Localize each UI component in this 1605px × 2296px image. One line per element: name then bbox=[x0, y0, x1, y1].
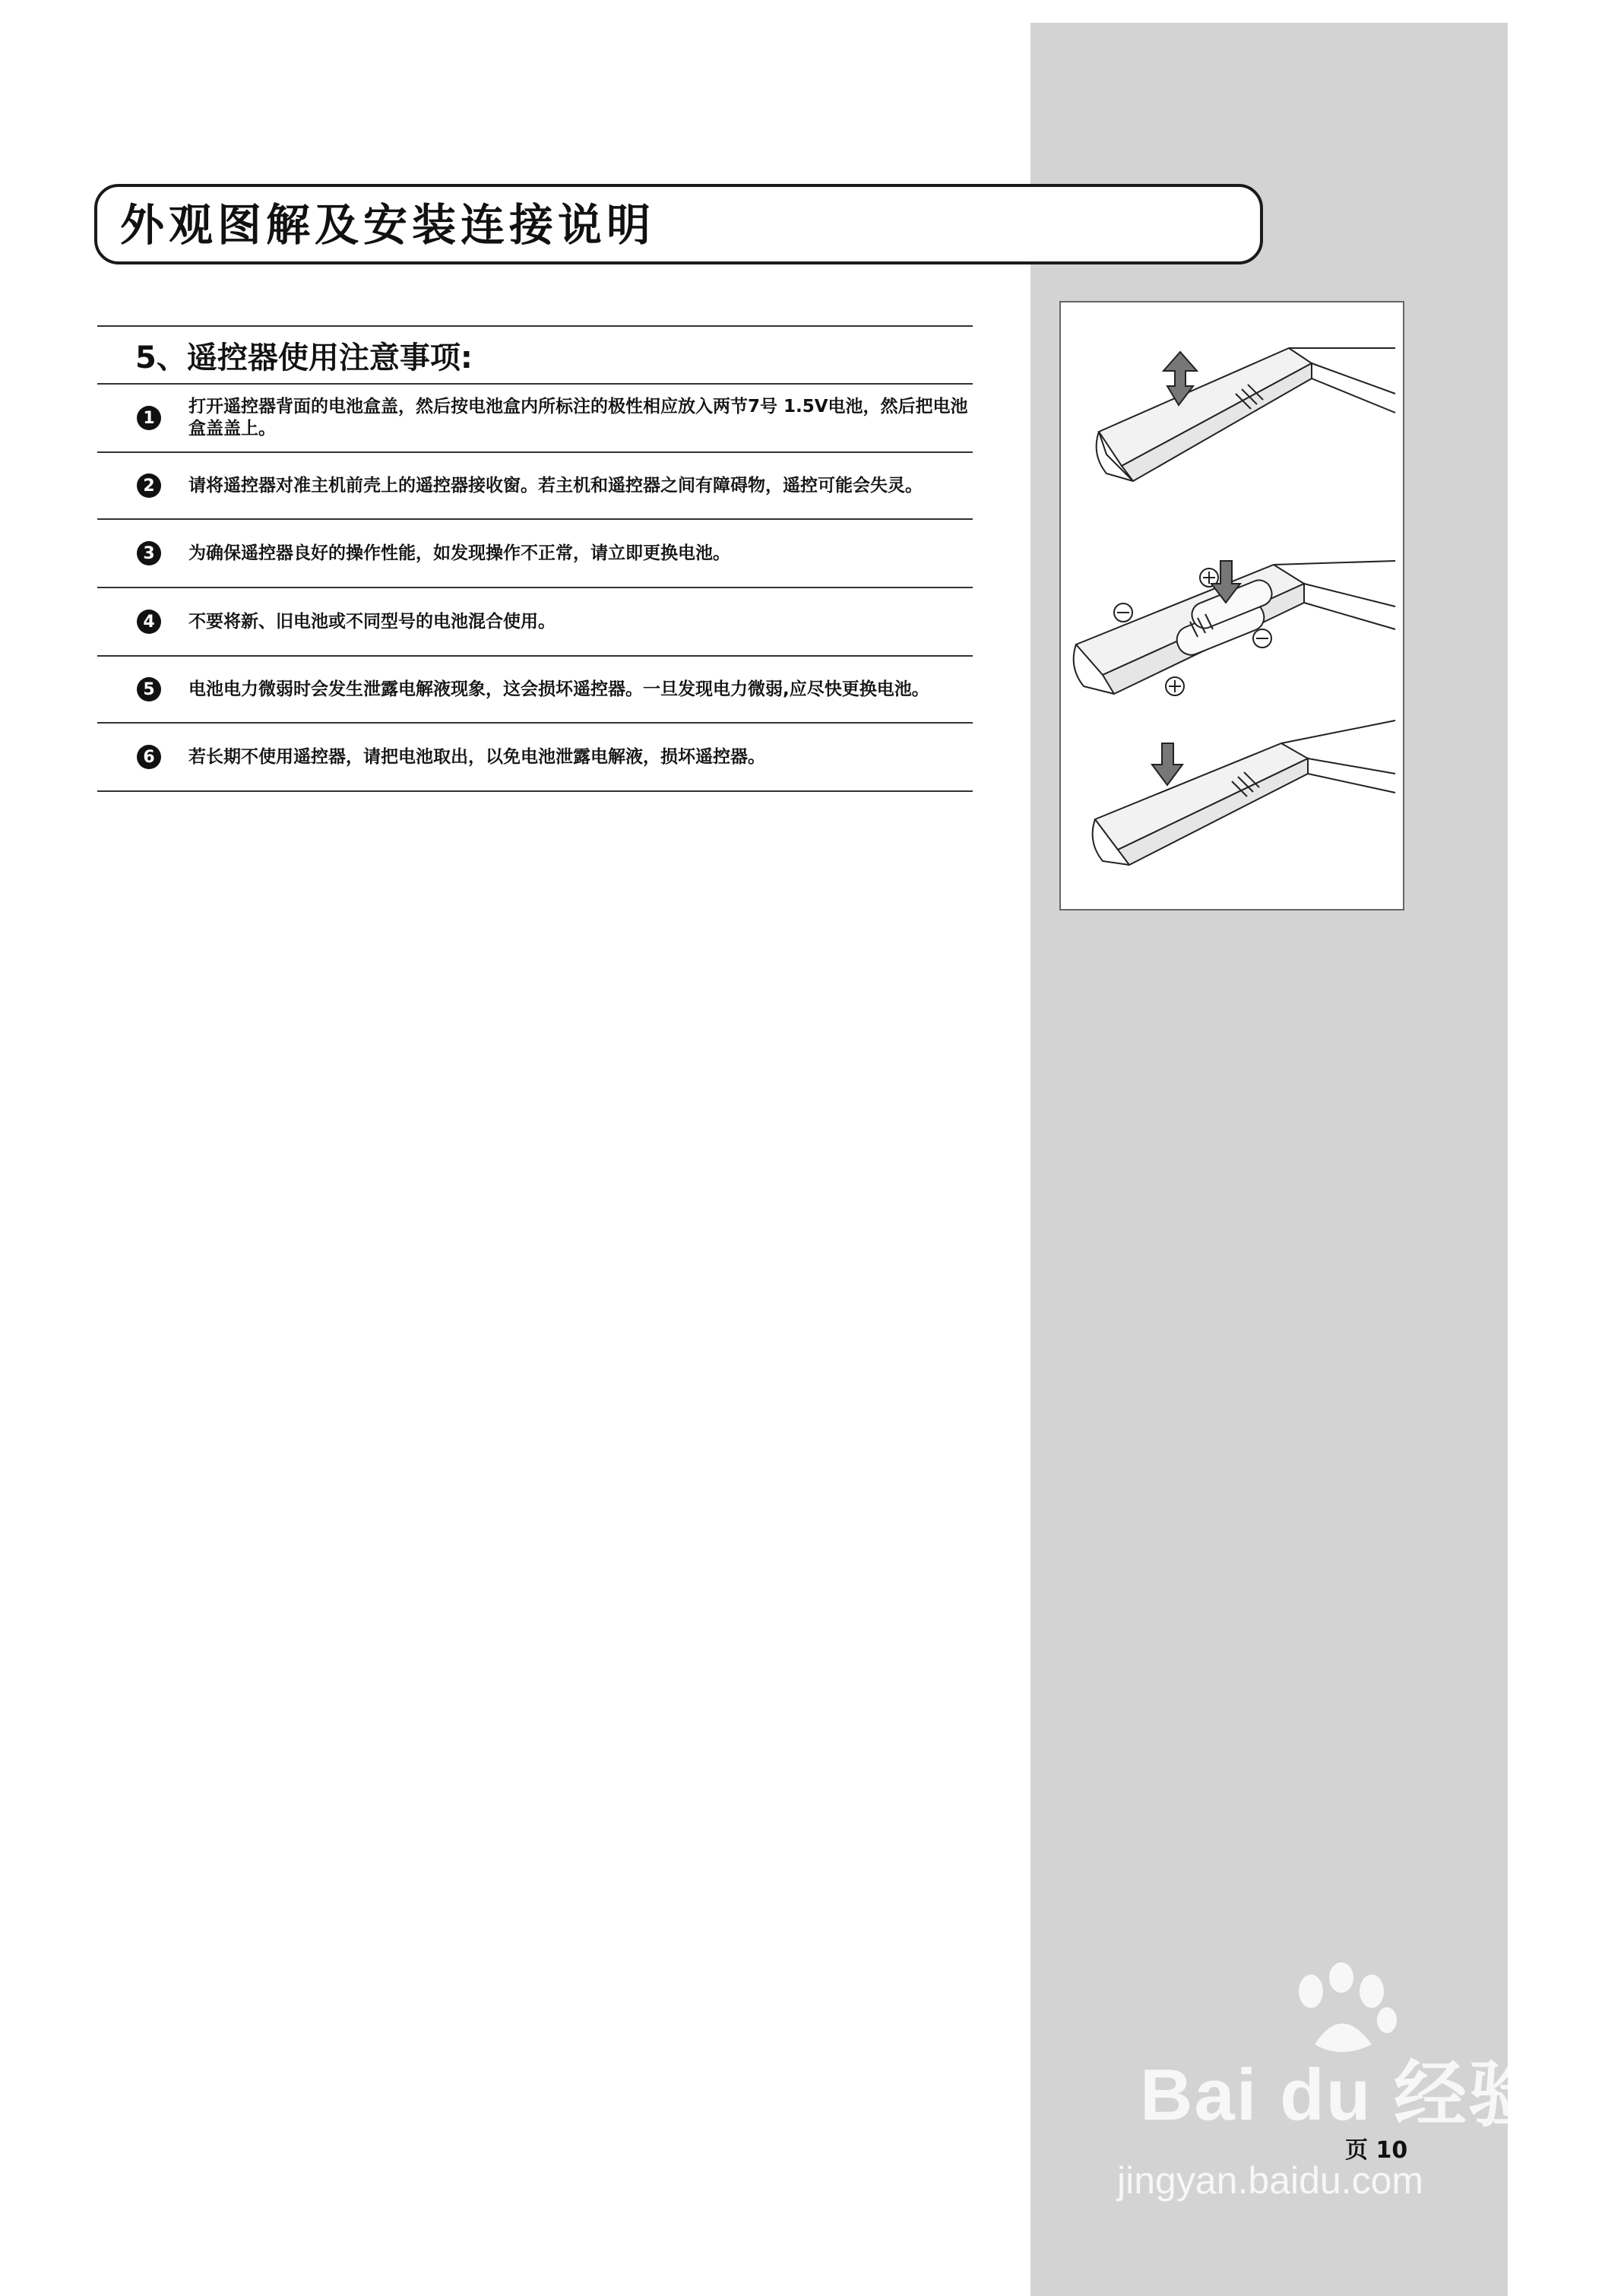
remote-step-open-cover bbox=[1097, 348, 1395, 481]
item-number-badge: 2 bbox=[137, 473, 161, 498]
item-text: 打开遥控器背面的电池盒盖，然后按电池盒内所标注的极性相应放入两节7号 1.5V电池，然后把电池盒盖盖上。 bbox=[188, 397, 968, 439]
item-text: 请将遥控器对准主机前壳上的遥控器接收窗。若主机和遥控器之间有障碍物，遥控可能会失灵。 bbox=[188, 475, 923, 496]
list-item bbox=[97, 385, 973, 451]
divider bbox=[97, 790, 973, 792]
item-text: 为确保遥控器良好的操作性能，如发现操作不正常，请立即更换电池。 bbox=[188, 543, 730, 563]
remote-step-insert-battery bbox=[1074, 561, 1395, 694]
item-text: 电池电力微弱时会发生泄露电解液现象，这会损坏遥控器。一旦发现电力微弱,应尽快更换电池。 bbox=[188, 679, 929, 699]
section-heading: 5、遥控器使用注意事项: bbox=[135, 340, 473, 375]
list-item bbox=[97, 657, 973, 722]
page-title: 外观图解及安装连接说明 bbox=[120, 199, 656, 251]
item-number-badge: 1 bbox=[137, 406, 161, 430]
baidu-watermark-url: jingyan.baidu.com bbox=[1117, 2159, 1424, 2202]
list-item bbox=[97, 453, 973, 518]
item-text: 若长期不使用遥控器，请把电池取出，以免电池泄露电解液，损坏遥控器。 bbox=[188, 746, 765, 767]
item-number-badge: 6 bbox=[137, 745, 161, 769]
arrow-down-icon bbox=[1152, 743, 1182, 785]
list-item bbox=[97, 520, 973, 587]
list-item bbox=[97, 724, 973, 790]
list-item bbox=[97, 588, 973, 655]
item-text: 不要将新、旧电池或不同型号的电池混合使用。 bbox=[188, 611, 556, 632]
page-number: 页 10 bbox=[1345, 2137, 1408, 2164]
remote-step-close-cover bbox=[1093, 720, 1395, 865]
baidu-watermark-logo: Bai du 经验 bbox=[1140, 2054, 1543, 2136]
remote-control-illustration bbox=[1061, 302, 1403, 909]
battery-install-illustration bbox=[1059, 301, 1404, 910]
item-number-badge: 5 bbox=[137, 677, 161, 701]
remote-notes-section bbox=[97, 325, 973, 792]
title-banner bbox=[94, 184, 1263, 264]
item-number-badge: 4 bbox=[137, 610, 161, 634]
item-number-badge: 3 bbox=[137, 541, 161, 565]
